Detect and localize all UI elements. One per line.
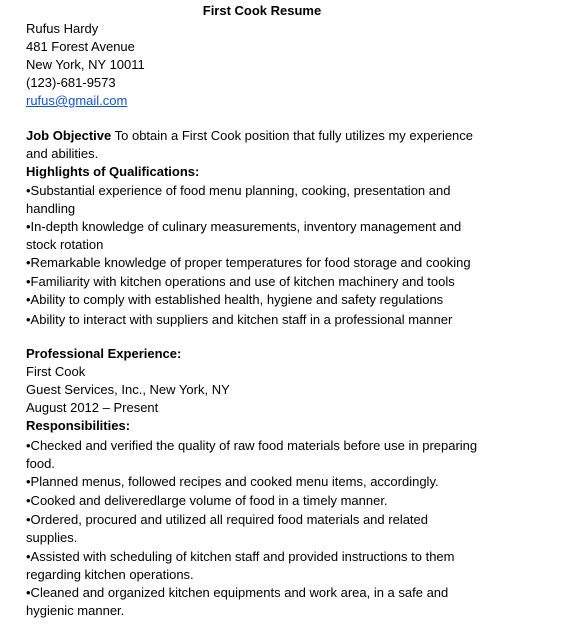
responsibility-line: •Cooked and deliveredlarge volume of food in a timely manner. <box>26 493 388 508</box>
responsibility-line: supplies. <box>26 530 78 545</box>
qualification-line: •Ability to comply with established health, hygiene and safety regulations <box>26 292 444 307</box>
contact-phone: (123)-681-9573 <box>26 75 116 90</box>
job-position: First Cook <box>26 364 86 379</box>
objective-label: Job Objective <box>26 128 112 143</box>
contact-email-line <box>26 93 127 109</box>
objective-line-1 <box>26 128 473 144</box>
contact-street: 481 Forest Avenue <box>26 39 135 54</box>
qualifications-heading: Highlights of Qualifications: <box>26 164 200 179</box>
experience-heading: Professional Experience: <box>26 346 182 361</box>
qualification-line: stock rotation <box>26 237 104 252</box>
responsibility-line: food. <box>26 456 55 471</box>
qualification-line: •Familiarity with kitchen operations and use of kitchen machinery and tools <box>26 274 455 289</box>
contact-name: Rufus Hardy <box>26 21 99 36</box>
document-title: First Cook Resume <box>202 3 322 18</box>
job-company: Guest Services, Inc., New York, NY <box>26 382 230 397</box>
responsibility-line: •Checked and verified the quality of raw food materials before use in preparing <box>26 438 478 453</box>
objective-line-2: and abilities. <box>26 146 99 161</box>
responsibility-line: regarding kitchen operations. <box>26 567 194 582</box>
qualification-line: •Remarkable knowledge of proper temperatures for food storage and cooking <box>26 255 471 270</box>
qualification-line: handling <box>26 201 76 216</box>
qualification-line: •In-depth knowledge of culinary measurements, inventory management and <box>26 219 462 234</box>
qualification-line: •Ability to interact with suppliers and kitchen staff in a professional manner <box>26 312 453 327</box>
qualification-line: •Substantial experience of food menu planning, cooking, presentation and <box>26 183 451 198</box>
contact-city: New York, NY 10011 <box>26 57 145 72</box>
objective-text: To obtain a First Cook position that fully utilizes my experience <box>111 128 474 143</box>
job-dates: August 2012 – Present <box>26 400 159 415</box>
responsibilities-heading: Responsibilities: <box>26 418 131 433</box>
responsibility-line: •Assisted with scheduling of kitchen staff and provided instructions to them <box>26 549 455 564</box>
responsibility-line: •Cleaned and organized kitchen equipments and work area, in a safe and <box>26 585 449 600</box>
responsibility-line: •Ordered, procured and utilized all required food materials and related <box>26 512 429 527</box>
responsibility-line: •Planned menus, followed recipes and cooked menu items, accordingly. <box>26 474 439 489</box>
responsibility-line: hygienic manner. <box>26 603 125 618</box>
contact-email-link[interactable]: rufus@gmail.com <box>26 93 128 108</box>
